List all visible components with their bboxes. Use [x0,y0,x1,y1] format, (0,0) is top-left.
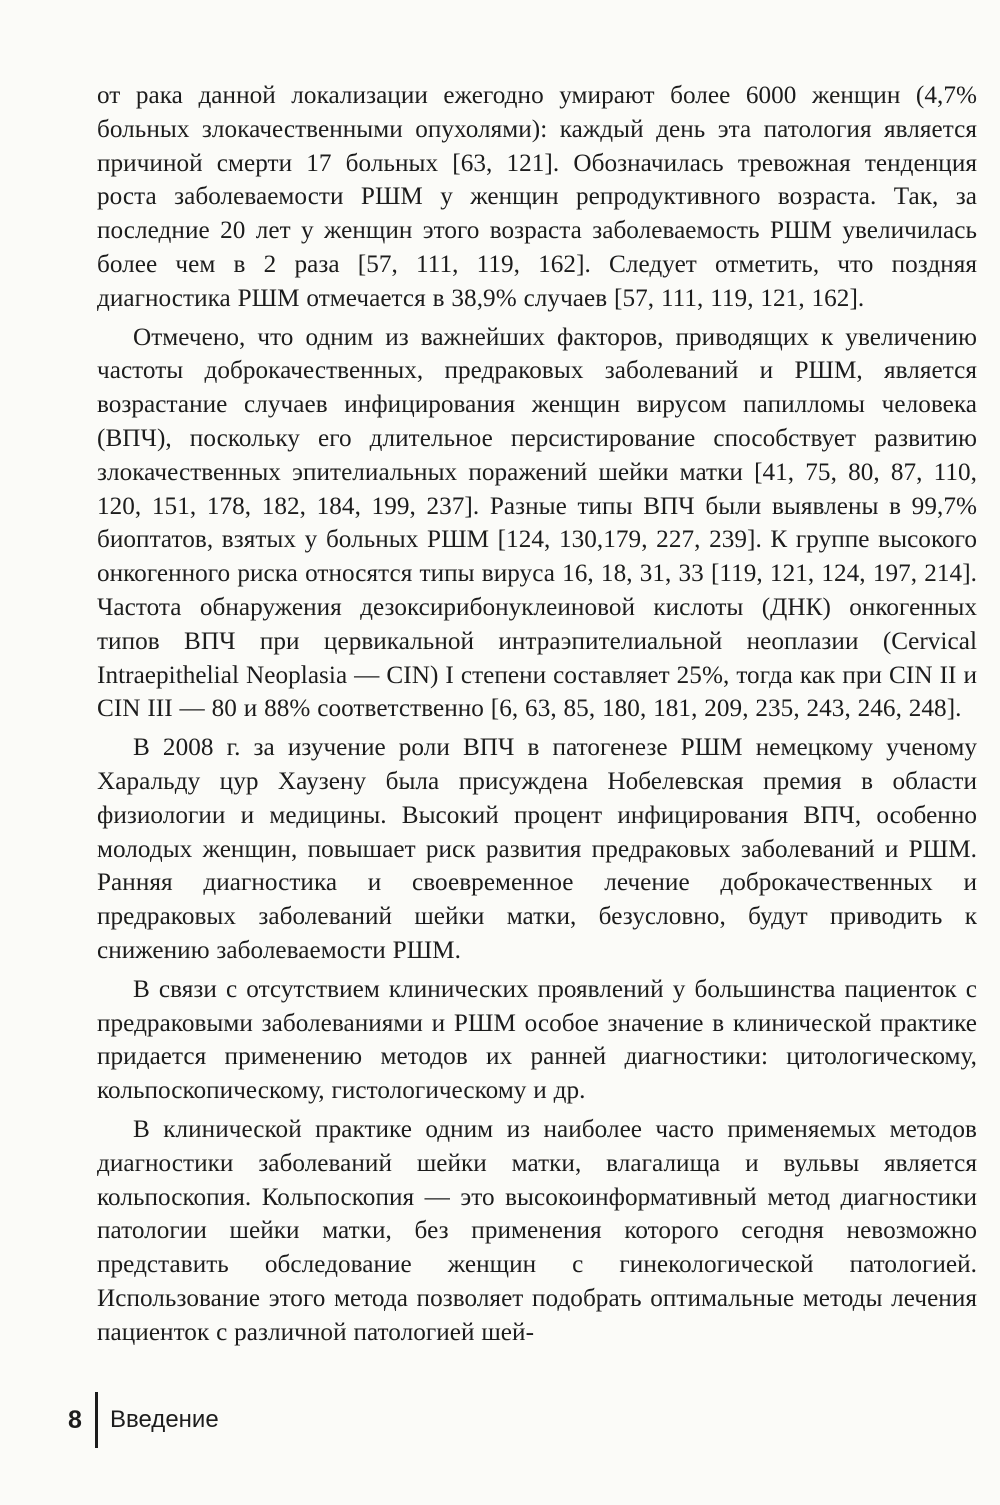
paragraph-5: В клинической практике одним из наиболее часто применяемых методов диагностики заболеваний шейки матки, влагалища и вульвы является кольпоскопия. Кольпоскопия — это высокоинформативный метод диагностики патологии шейки матки, без применения которого сегодня невозможно представить обследование женщин с гинекологической патологией. Использование этого метода позволяет подобрать оптимальные методы лечения пациенток с различной патологией шей- [97,1115,977,1346]
paragraph-2: Отмечено, что одним из важнейших факторов, приводящих к увеличению частоты доброкачественных, предраковых заболеваний и РШМ, является возрастание случаев инфицирования женщин вирусом папилломы человека (ВПЧ), поскольку его длительное персистирование способствует развитию злокачественных эпителиальных поражений шейки матки [41, 75, 80, 87, 110, 120, 151, 178, 182, 184, 199, 237]. Разные типы ВПЧ были выявлены в 99,7% биоптатов, взятых у больных РШМ [124, 130,179, 227, 239]. К группе высокого онкогенного риска относятся типы вируса 16, 18, 31, 33 [119, 121, 124, 197, 214]. Частота обнаружения дезоксирибонуклеиновой кислоты (ДНК) онкогенных типов ВПЧ при цервикальной интраэпителиальной неоплазии (Cervical Intraepithelial Neoplasia — CIN) I степени составляет 25%, тогда как при CIN II и CIN III — 80 и 88% соответственно [6, 63, 85, 180, 181, 209, 235, 243, 246, 248]. [97,323,977,723]
paragraph-3: В 2008 г. за изучение роли ВПЧ в патогенезе РШМ немецкому ученому Харальду цур Хаузену была присуждена Нобелевская премия в области физиологии и медицины. Высокий процент инфицирования ВПЧ, особенно молодых женщин, повышает риск развития предраковых заболеваний и РШМ. Ранняя диагностика и своевременное лечение доброкачественных и предраковых заболеваний шейки матки, безусловно, будут приводить к снижению заболеваемости РШМ. [97,734,977,964]
body-text [97,79,977,1349]
page-number: 8 [68,1406,82,1434]
page-footer [68,1392,219,1448]
paragraph-4: В связи с отсутствием клинических проявлений у большинства пациенток с предраковыми заболеваниями и РШМ особое значение в клинической практике придается применению методов их ранней диагностики: цитологическому, кольпоскопическому, гистологическому и др. [97,975,977,1105]
running-section-title: Введение [110,1406,219,1433]
footer-divider [95,1392,98,1448]
paragraph-1: от рака данной локализации ежегодно умирают более 6000 женщин (4,7% больных злокачественными опухолями): каждый день эта патология является причиной смерти 17 больных [63, 121]. Обозначилась тревожная тенденция роста заболеваемости РШМ у женщин репродуктивного возраста. Так, за последние 20 лет у женщин этого возраста заболеваемость РШМ увеличилась более чем в 2 раза [57, 111, 119, 162]. Следует отметить, что поздняя диагностика РШМ отмечается в 38,9% случаев [57, 111, 119, 121, 162]. [97,82,977,312]
